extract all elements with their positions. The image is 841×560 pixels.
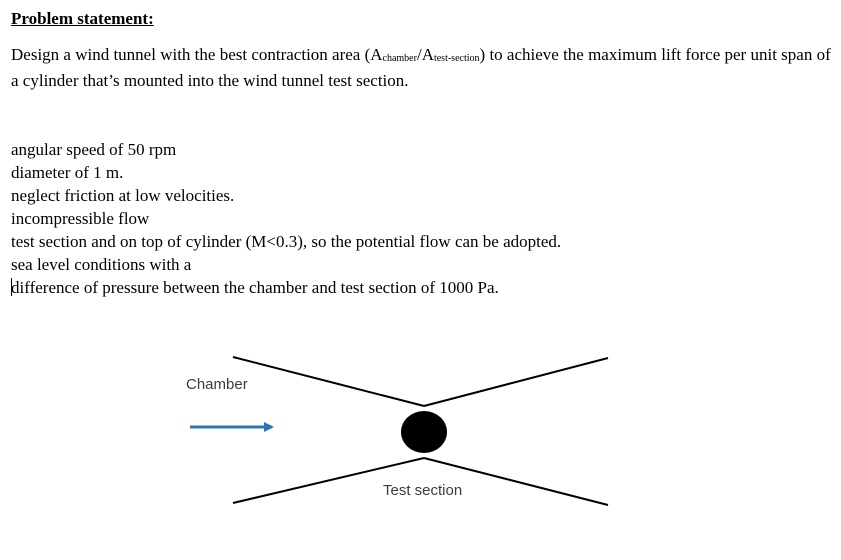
condition-incompressible: incompressible flow — [11, 209, 150, 228]
condition-diameter: diameter of 1 m. — [11, 163, 124, 182]
statement-lead: Design a wind tunnel with the best contraction area (A — [11, 45, 383, 64]
subscript-test-section: test-section — [433, 53, 480, 64]
condition-friction: neglect friction at low velocities. — [11, 186, 235, 205]
statement-slash: /A — [416, 45, 434, 64]
subscript-chamber: chamber — [382, 53, 417, 64]
test-section-label: Test section — [383, 482, 463, 499]
condition-sea-level: sea level conditions with a — [11, 255, 192, 274]
condition-potential-flow: test section and on top of cylinder (M<0.3), so the potential flow can be adopted. — [11, 232, 562, 251]
condition-pressure-text: difference of pressure between the chamber and test section of 1000 Pa. — [11, 278, 499, 297]
condition-angular-speed: angular speed of 50 rpm — [11, 140, 177, 159]
cylinder — [401, 411, 447, 453]
chamber-label: Chamber — [186, 376, 248, 393]
upper-left-wall — [233, 357, 424, 406]
upper-right-wall — [424, 358, 608, 406]
problem-heading: Problem statement: — [11, 9, 154, 28]
statement-close: ) — [479, 45, 486, 64]
statement-rest: to achieve the maximum lift force per unit span of a cylinder that’s mounted into the wind tunnel test section. — [11, 45, 831, 90]
